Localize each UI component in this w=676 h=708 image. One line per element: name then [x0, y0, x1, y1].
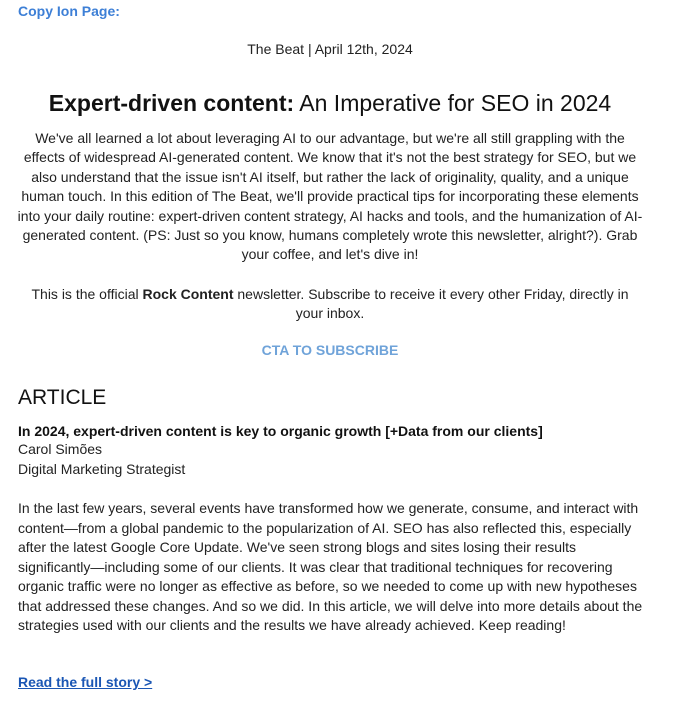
intro-paragraph: We've all learned a lot about leveraging AI to our advantage, but we're all still grappling with the effects of widespread AI-generated content. We know that it's not the best strategy for SEO, but we also understand that the issue isn't AI itself, but rather the lack of originality, quality, and a unique human touch. In this edition of The Beat, we'll provide practical tips for incorporating these elements into your daily routine: expert-driven content strategy, AI hacks and tools, and the humanization of AI-generated content. (PS: Just so you know, humans completely wrote this newsletter, alright?). Grab your coffee, and let's dive in!: [17, 130, 643, 263]
brand-name: Rock Content: [142, 286, 234, 302]
article-body: In the last few years, several events have transformed how we generate, consume, and interact with content—from a global pandemic to the popularization of AI. SEO has also reflected this, especially after the latest Google Core Update. We've seen strong blogs and sites losing their results significantly—including some of our clients. It was clear that traditional techniques for recovering organic traffic were no longer as effective as before, so we needed to come up with new hypotheses that addressed these changes. And so we did. In this article, we will delve into more details about the strategies used with our clients and the results we have already achieved. Keep reading!: [18, 500, 643, 633]
author-role: Digital Marketing Strategist: [18, 461, 186, 477]
official-newsletter-note: [16, 285, 644, 324]
author-name: Carol Simões: [18, 441, 103, 457]
article-title: In 2024, expert-driven content is key to organic growth [+Data from our clients]: [18, 423, 543, 439]
subscribe-cta-link[interactable]: CTA TO SUBSCRIBE: [261, 342, 399, 358]
official-prefix: This is the official: [31, 286, 143, 302]
article-section-heading: ARTICLE: [18, 386, 107, 409]
headline-bold: Expert-driven content:: [48, 90, 295, 116]
headline: [0, 87, 660, 119]
dateline: The Beat | April 12th, 2024: [247, 41, 413, 57]
headline-rest: An Imperative for SEO in 2024: [294, 90, 612, 116]
official-suffix: newsletter. Subscribe to receive it every other Friday, directly in your inbox.: [233, 286, 629, 322]
read-full-story-link[interactable]: Read the full story >: [18, 674, 153, 690]
copy-page-label: Copy Ion Page:: [18, 3, 120, 19]
